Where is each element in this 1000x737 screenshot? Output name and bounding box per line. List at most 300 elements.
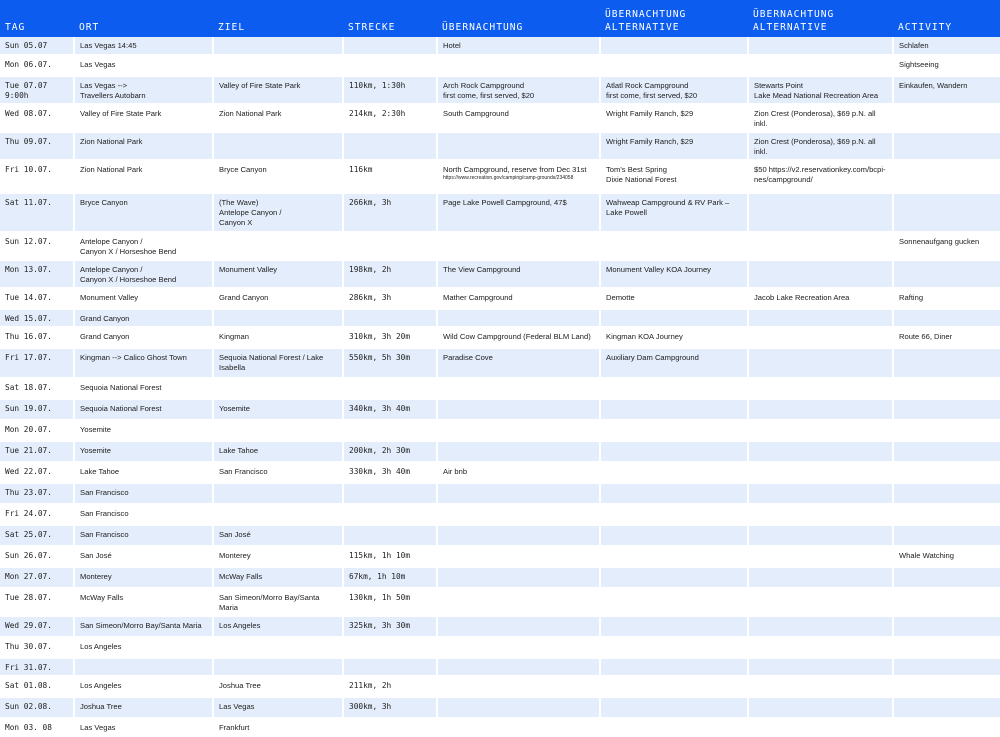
cell-ort-text: Sequoia National Forest [80,404,162,413]
cell-uebernachtung-alternative-1 [600,232,748,260]
cell-strecke [343,160,437,193]
table-row [0,288,1000,309]
table-row [0,546,1000,567]
table-row [0,504,1000,525]
cell-ziel [213,616,343,637]
cell-uebernachtung [437,348,600,378]
cell-ort [74,193,213,232]
cell-tag [0,378,74,399]
cell-ort [74,504,213,525]
cell-ziel-text: Grand Canyon [219,293,269,302]
cell-ziel-text: Lake Tahoe [219,446,259,455]
cell-ort-text: San José [80,551,112,560]
cell-tag [0,525,74,546]
table-row [0,55,1000,76]
cell-strecke-text: 214km, 2:30h [349,109,406,118]
cell-uebernachtung [437,525,600,546]
cell-ort [74,441,213,462]
cell-uebernachtung [437,260,600,288]
cell-tag [0,546,74,567]
cell-uebernachtung [437,676,600,697]
cell-activity [893,160,1000,193]
cell-uebernachtung-alternative-2 [748,483,893,504]
cell-ziel [213,697,343,718]
table-row [0,378,1000,399]
table-row [0,132,1000,160]
cell-uebernachtung-alternative-2 [748,504,893,525]
table-row [0,309,1000,327]
cell-uebernachtung [437,327,600,348]
table-row [0,462,1000,483]
cell-strecke-text: 110km, 1:30h [349,81,406,90]
cell-ort [74,697,213,718]
cell-uebernachtung-alternative-2 [748,76,893,104]
cell-uebernachtung [437,76,600,104]
cell-uebernachtung-text: Wild Cow Campground (Federal BLM Land) [443,332,591,341]
cell-ziel [213,309,343,327]
cell-uebernachtung-alternative-2 [748,260,893,288]
cell-strecke [343,76,437,104]
cell-ort-text: Zion National Park [80,137,143,146]
cell-ort-text: Kingman --> Calico Ghost Town [80,353,187,362]
cell-ort-text: San Francisco [80,530,129,539]
table-row [0,160,1000,193]
cell-activity [893,637,1000,658]
cell-activity [893,525,1000,546]
table-row [0,399,1000,420]
cell-ort-text: Los Angeles [80,681,122,690]
cell-ort-text: Yosemite [80,425,111,434]
cell-uebernachtung-alternative-1 [600,104,748,132]
cell-activity [893,378,1000,399]
table-row [0,193,1000,232]
cell-ort-text: Yosemite [80,446,111,455]
cell-ziel [213,193,343,232]
header-strecke: STRECKE [343,0,437,37]
cell-ziel-text: Las Vegas [219,702,255,711]
cell-tag-text: Mon 20.07. [5,425,52,434]
cell-uebernachtung [437,567,600,588]
cell-ort [74,637,213,658]
cell-ort-text: Monument Valley [80,293,139,302]
cell-ort-text: Grand Canyon [80,332,130,341]
cell-ziel-text: Sequoia National Forest / Lake Isabella [219,353,324,372]
cell-ziel [213,160,343,193]
cell-uebernachtung-text: Arch Rock Campground first come, first served, $20 [443,81,535,100]
cell-tag [0,160,74,193]
table-header-row [0,0,1000,37]
cell-tag [0,399,74,420]
cell-uebernachtung [437,658,600,676]
cell-uebernachtung-alternative-1-text: Auxiliary Dam Campground [606,353,699,362]
cell-strecke-text: 330km, 3h 40m [349,467,411,476]
cell-ziel-text: Bryce Canyon [219,165,267,174]
cell-strecke [343,441,437,462]
cell-ziel [213,420,343,441]
cell-tag-text: Sat 01.08. [5,681,52,690]
cell-ziel-text: Zion National Park [219,109,282,118]
cell-strecke-text: 200km, 2h 30m [349,446,411,455]
cell-uebernachtung-alternative-1 [600,525,748,546]
cell-activity [893,309,1000,327]
cell-ort [74,160,213,193]
cell-uebernachtung-alternative-1 [600,399,748,420]
cell-uebernachtung-alternative-1 [600,504,748,525]
cell-uebernachtung [437,588,600,616]
cell-uebernachtung-alternative-2 [748,588,893,616]
cell-ziel [213,288,343,309]
cell-uebernachtung-alternative-1 [600,567,748,588]
cell-tag [0,718,74,736]
cell-ort-text: Las Vegas [80,60,116,69]
cell-ziel-text: Frankfurt [219,723,250,732]
cell-tag [0,676,74,697]
cell-tag-text: Wed 15.07. [5,314,52,323]
cell-activity-text: Sightseeing [899,60,939,69]
cell-uebernachtung-alternative-1 [600,55,748,76]
table-row [0,232,1000,260]
cell-tag [0,260,74,288]
cell-ort [74,525,213,546]
cell-tag-text: Sun 26.07. [5,551,52,560]
cell-ziel-text: Los Angeles [219,621,261,630]
cell-ort [74,288,213,309]
cell-tag-text: Fri 17.07. [5,353,52,362]
cell-uebernachtung-alternative-2-text: Stewarts Point Lake Mead National Recreation Area [754,81,879,100]
cell-uebernachtung-alternative-2 [748,441,893,462]
cell-strecke [343,399,437,420]
cell-ort [74,309,213,327]
cell-activity [893,483,1000,504]
cell-ziel [213,327,343,348]
cell-ort-text: Los Angeles [80,642,122,651]
cell-activity [893,462,1000,483]
cell-ort [74,378,213,399]
cell-activity [893,327,1000,348]
cell-activity [893,55,1000,76]
table-row [0,658,1000,676]
cell-activity [893,260,1000,288]
table-row [0,525,1000,546]
cell-activity [893,588,1000,616]
cell-activity [893,76,1000,104]
cell-strecke-text: 67km, 1h 10m [349,572,406,581]
cell-uebernachtung-alternative-2 [748,462,893,483]
cell-activity [893,104,1000,132]
cell-uebernachtung-alternative-1 [600,697,748,718]
cell-ort [74,327,213,348]
cell-uebernachtung [437,232,600,260]
cell-uebernachtung-alternative-1 [600,76,748,104]
cell-strecke [343,288,437,309]
cell-strecke [343,348,437,378]
cell-strecke [343,546,437,567]
cell-tag-text: Sun 02.08. [5,702,52,711]
cell-tag [0,462,74,483]
cell-uebernachtung-text: Page Lake Powell Campground, 47$ [443,198,567,207]
table-row [0,676,1000,697]
cell-activity-text: Rafting [899,293,924,302]
cell-activity [893,658,1000,676]
cell-tag [0,309,74,327]
cell-uebernachtung-alternative-2 [748,420,893,441]
cell-ziel-text: San Simeon/Morro Bay/Santa Maria [219,593,320,612]
cell-activity [893,567,1000,588]
cell-ort-text: Las Vegas --> Travellers Autobarn [80,81,146,100]
table-row [0,104,1000,132]
cell-uebernachtung-alternative-2 [748,525,893,546]
cell-uebernachtung-alternative-1-text: Wahweap Campground & RV Park – Lake Powell [606,198,730,217]
cell-uebernachtung [437,37,600,55]
cell-uebernachtung-alternative-1 [600,37,748,55]
cell-ziel-text: Kingman [219,332,249,341]
cell-uebernachtung-alternative-1 [600,462,748,483]
cell-ort [74,483,213,504]
cell-uebernachtung-alternative-1 [600,348,748,378]
table-row [0,260,1000,288]
cell-strecke [343,55,437,76]
cell-strecke-text: 325km, 3h 30m [349,621,411,630]
cell-uebernachtung-alternative-1 [600,718,748,736]
cell-uebernachtung-alternative-1 [600,260,748,288]
cell-activity [893,288,1000,309]
cell-ort [74,420,213,441]
cell-uebernachtung-alternative-1 [600,676,748,697]
cell-activity [893,441,1000,462]
cell-ort-text: Monterey [80,572,112,581]
table-row [0,483,1000,504]
cell-tag [0,504,74,525]
cell-uebernachtung [437,697,600,718]
cell-uebernachtung-text: South Campground [443,109,509,118]
cell-uebernachtung-alternative-2-text: Zion Crest (Ponderosa), $69 p.N. all inkl. [754,109,876,128]
cell-uebernachtung [437,160,600,193]
cell-strecke [343,616,437,637]
cell-uebernachtung-alternative-2 [748,348,893,378]
cell-ort-text: Las Vegas [80,723,116,732]
cell-ort-text: Joshua Tree [80,702,122,711]
cell-strecke [343,718,437,736]
header-ort: ORT [74,0,213,37]
cell-activity-text: Sonnenaufgang gucken [899,237,980,246]
cell-uebernachtung-alternative-1 [600,309,748,327]
cell-uebernachtung-text: Air bnb [443,467,468,476]
cell-ziel [213,441,343,462]
cell-tag [0,588,74,616]
cell-uebernachtung-alternative-1-text: Wright Family Ranch, $29 [606,137,694,146]
cell-tag-text: Mon 03. 08 [5,723,52,732]
table-row [0,441,1000,462]
cell-uebernachtung-alternative-2 [748,567,893,588]
header-ziel: ZIEL [213,0,343,37]
cell-tag-text: Mon 27.07. [5,572,52,581]
cell-uebernachtung-alternative-2 [748,309,893,327]
cell-uebernachtung-alternative-2 [748,658,893,676]
cell-ziel [213,260,343,288]
cell-ziel-text: Valley of Fire State Park [219,81,301,90]
cell-uebernachtung [437,483,600,504]
cell-tag-text: Fri 10.07. [5,165,52,174]
cell-ort [74,718,213,736]
cell-strecke [343,193,437,232]
cell-ort [74,567,213,588]
cell-uebernachtung-alternative-1 [600,327,748,348]
cell-tag-text: Sat 25.07. [5,530,52,539]
cell-ziel-text: Yosemite [219,404,250,413]
cell-activity [893,348,1000,378]
cell-uebernachtung [437,718,600,736]
cell-tag-text: Thu 09.07. [5,137,52,146]
cell-uebernachtung-alternative-2 [748,378,893,399]
cell-ziel [213,348,343,378]
cell-activity [893,676,1000,697]
cell-ziel [213,232,343,260]
cell-uebernachtung [437,193,600,232]
cell-uebernachtung-text: Paradise Cove [443,353,493,362]
cell-strecke [343,327,437,348]
cell-tag [0,441,74,462]
cell-uebernachtung-alternative-2 [748,37,893,55]
cell-ort [74,37,213,55]
cell-tag [0,37,74,55]
cell-uebernachtung [437,378,600,399]
cell-ort [74,676,213,697]
cell-activity [893,546,1000,567]
cell-ziel [213,104,343,132]
cell-uebernachtung-alternative-1 [600,637,748,658]
cell-activity [893,232,1000,260]
cell-ziel [213,567,343,588]
cell-uebernachtung-text: The View Campground [443,265,521,274]
cell-tag [0,76,74,104]
cell-uebernachtung-alternative-2 [748,676,893,697]
cell-uebernachtung-alternative-1 [600,193,748,232]
header-uebernachtung-alternative-1: ÜBERNACHTUNG ALTERNATIVE [600,0,748,37]
cell-uebernachtung [437,637,600,658]
cell-activity [893,718,1000,736]
cell-uebernachtung-alternative-2 [748,718,893,736]
cell-ziel [213,55,343,76]
cell-uebernachtung-alternative-1 [600,378,748,399]
cell-strecke-text: 116km [349,165,373,174]
cell-strecke [343,504,437,525]
cell-strecke-text: 198km, 2h [349,265,392,274]
cell-uebernachtung-alternative-2 [748,104,893,132]
cell-tag [0,616,74,637]
cell-uebernachtung-text: Hotel [443,41,461,50]
cell-strecke [343,378,437,399]
cell-strecke-text: 340km, 3h 40m [349,404,411,413]
cell-ort-text: Las Vegas 14:45 [80,41,137,50]
cell-tag-text: Tue 07.07 9:00h [5,81,48,100]
cell-tag-text: Sat 18.07. [5,383,52,392]
cell-activity [893,37,1000,55]
cell-uebernachtung-alternative-1 [600,160,748,193]
cell-ziel [213,483,343,504]
cell-strecke [343,420,437,441]
cell-tag-text: Wed 22.07. [5,467,52,476]
cell-ort [74,462,213,483]
cell-tag-text: Mon 06.07. [5,60,52,69]
cell-tag [0,55,74,76]
cell-ziel [213,378,343,399]
cell-uebernachtung-alternative-2 [748,399,893,420]
cell-ort [74,260,213,288]
cell-tag [0,637,74,658]
cell-uebernachtung [437,420,600,441]
cell-uebernachtung-alternative-2 [748,327,893,348]
cell-strecke [343,567,437,588]
cell-uebernachtung-alternative-2-text: Zion Crest (Ponderosa), $69 p.N. all inkl. [754,137,876,156]
cell-ziel [213,718,343,736]
cell-uebernachtung-alternative-2 [748,288,893,309]
cell-activity-text: Einkaufen, Wandern [899,81,968,90]
cell-ziel-text: Monterey [219,551,251,560]
cell-tag-text: Mon 13.07. [5,265,52,274]
cell-strecke [343,658,437,676]
header-activity: ACTIVITY [893,0,1000,37]
cell-tag-text: Thu 30.07. [5,642,52,651]
cell-uebernachtung-alternative-2 [748,232,893,260]
table-row [0,348,1000,378]
cell-ort-text: Lake Tahoe [80,467,120,476]
cell-uebernachtung-alternative-2 [748,637,893,658]
cell-ziel [213,132,343,160]
cell-activity-text: Schlafen [899,41,929,50]
cell-ort-text: Sequoia National Forest [80,383,162,392]
cell-uebernachtung [437,616,600,637]
cell-uebernachtung [437,462,600,483]
cell-tag-text: Sun 05.07 [5,41,48,50]
cell-ziel [213,546,343,567]
cell-activity [893,193,1000,232]
cell-strecke-text: 115km, 1h 10m [349,551,411,560]
cell-uebernachtung-alternative-2 [748,697,893,718]
cell-strecke [343,637,437,658]
cell-ort-text: San Simeon/Morro Bay/Santa Maria [80,621,202,630]
cell-strecke [343,676,437,697]
cell-activity [893,399,1000,420]
cell-strecke [343,697,437,718]
cell-uebernachtung [437,546,600,567]
cell-ziel [213,676,343,697]
cell-ort-text: San Francisco [80,488,129,497]
cell-tag-text: Wed 29.07. [5,621,52,630]
table-row [0,327,1000,348]
cell-tag [0,104,74,132]
cell-uebernachtung-alternative-2 [748,546,893,567]
cell-uebernachtung-text: Mather Campground [443,293,513,302]
cell-ort [74,76,213,104]
header-uebernachtung: ÜBERNACHTUNG [437,0,600,37]
cell-uebernachtung-text: North Campground, reserve from Dec 31st [443,165,587,174]
table-row [0,76,1000,104]
cell-ort [74,348,213,378]
cell-uebernachtung-alternative-2 [748,132,893,160]
table-row [0,637,1000,658]
cell-strecke [343,588,437,616]
cell-ziel [213,37,343,55]
cell-ziel [213,525,343,546]
cell-tag-text: Sun 12.07. [5,237,52,246]
header-uebernachtung-alternative-2: ÜBERNACHTUNG ALTERNATIVE [748,0,893,37]
cell-ort-text: Grand Canyon [80,314,130,323]
cell-ort [74,232,213,260]
cell-uebernachtung-alternative-1-text: Tom's Best Spring Dixie National Forest [606,165,677,184]
cell-ziel-text: Joshua Tree [219,681,261,690]
cell-strecke-text: 286km, 3h [349,293,392,302]
cell-uebernachtung-alternative-2-text: $50 https://v2.reservationkey.com/bcpi-nes/campground/ [754,165,886,184]
